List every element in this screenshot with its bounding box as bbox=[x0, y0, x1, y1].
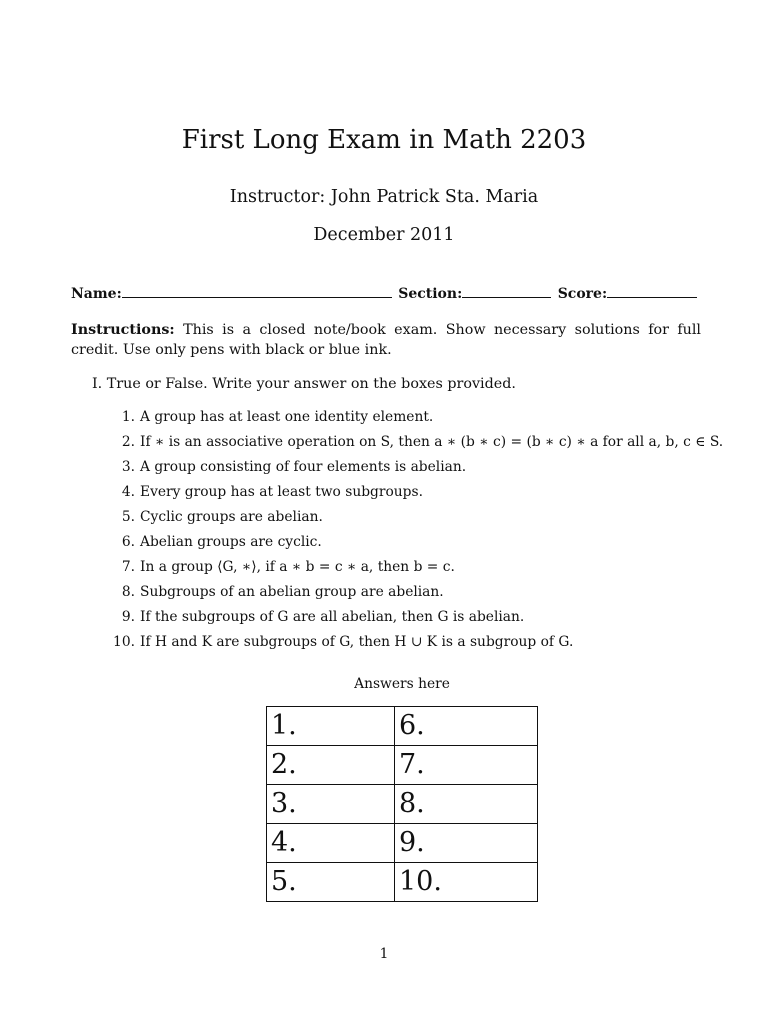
score-label: Score: bbox=[557, 286, 608, 302]
answer-cell[interactable]: 10. bbox=[395, 863, 538, 902]
exam-date: December 2011 bbox=[313, 225, 455, 245]
answer-cell[interactable]: 3. bbox=[267, 785, 395, 824]
instructions-text: This is a closed note/book exam. Show necessary solutions for full credit. Use only pens with black or blue ink. bbox=[71, 322, 701, 358]
item-text: A group has at least one identity element. bbox=[140, 409, 434, 425]
list-item bbox=[114, 480, 723, 505]
item-number: 8. bbox=[121, 584, 135, 600]
part-one-heading: I. True or False. Write your answer on the boxes provided. bbox=[92, 376, 516, 392]
answers-caption: Answers here bbox=[354, 676, 450, 692]
list-item bbox=[114, 455, 723, 480]
answer-cell[interactable]: 8. bbox=[395, 785, 538, 824]
answer-cell[interactable]: 2. bbox=[267, 746, 395, 785]
true-false-list bbox=[114, 405, 723, 655]
table-row bbox=[267, 707, 538, 746]
section-label: Section: bbox=[398, 286, 463, 302]
answer-cell[interactable]: 5. bbox=[267, 863, 395, 902]
list-item bbox=[114, 405, 723, 430]
item-number: 5. bbox=[121, 509, 135, 525]
list-item bbox=[114, 555, 723, 580]
item-text: If the subgroups of G are all abelian, then G is abelian. bbox=[140, 609, 525, 625]
item-number: 10. bbox=[113, 634, 135, 650]
instructions-label: Instructions: bbox=[71, 322, 175, 338]
item-number: 7. bbox=[121, 559, 135, 575]
section-blank[interactable] bbox=[462, 284, 551, 298]
table-row bbox=[267, 824, 538, 863]
item-text: Subgroups of an abelian group are abelian. bbox=[140, 584, 444, 600]
item-number: 2. bbox=[121, 434, 135, 450]
instructions-paragraph bbox=[71, 320, 701, 360]
item-number: 9. bbox=[121, 609, 135, 625]
table-row bbox=[267, 785, 538, 824]
item-number: 1. bbox=[121, 409, 135, 425]
score-blank[interactable] bbox=[607, 284, 697, 298]
exam-title: First Long Exam in Math 2203 bbox=[181, 125, 587, 155]
student-info-row bbox=[71, 284, 697, 303]
item-number: 3. bbox=[121, 459, 135, 475]
answer-cell[interactable]: 7. bbox=[395, 746, 538, 785]
name-blank[interactable] bbox=[122, 284, 392, 298]
answer-cell[interactable]: 4. bbox=[267, 824, 395, 863]
instructor-line: Instructor: John Patrick Sta. Maria bbox=[229, 187, 539, 207]
list-item bbox=[114, 580, 723, 605]
list-item bbox=[114, 605, 723, 630]
page-number: 1 bbox=[379, 946, 389, 962]
name-label: Name: bbox=[71, 286, 122, 302]
item-text: Every group has at least two subgroups. bbox=[140, 484, 423, 500]
list-item bbox=[114, 630, 723, 655]
item-text: Abelian groups are cyclic. bbox=[140, 534, 322, 550]
answer-cell[interactable]: 1. bbox=[267, 707, 395, 746]
item-number: 6. bbox=[121, 534, 135, 550]
item-text: If ∗ is an associative operation on S, then a ∗ (b ∗ c) = (b ∗ c) ∗ a for all a, b, c ∈ S. bbox=[140, 434, 724, 450]
list-item bbox=[114, 430, 723, 455]
list-item bbox=[114, 530, 723, 555]
item-text: A group consisting of four elements is abelian. bbox=[140, 459, 467, 475]
item-text: In a group ⟨G, ∗⟩, if a ∗ b = c ∗ a, then b = c. bbox=[140, 559, 455, 575]
table-row bbox=[267, 746, 538, 785]
item-text: Cyclic groups are abelian. bbox=[140, 509, 323, 525]
answer-cell[interactable]: 9. bbox=[395, 824, 538, 863]
item-text: If H and K are subgroups of G, then H ∪ K is a subgroup of G. bbox=[140, 634, 574, 650]
item-number: 4. bbox=[121, 484, 135, 500]
answer-table bbox=[266, 706, 538, 902]
answer-cell[interactable]: 6. bbox=[395, 707, 538, 746]
table-row bbox=[267, 863, 538, 902]
list-item bbox=[114, 505, 723, 530]
